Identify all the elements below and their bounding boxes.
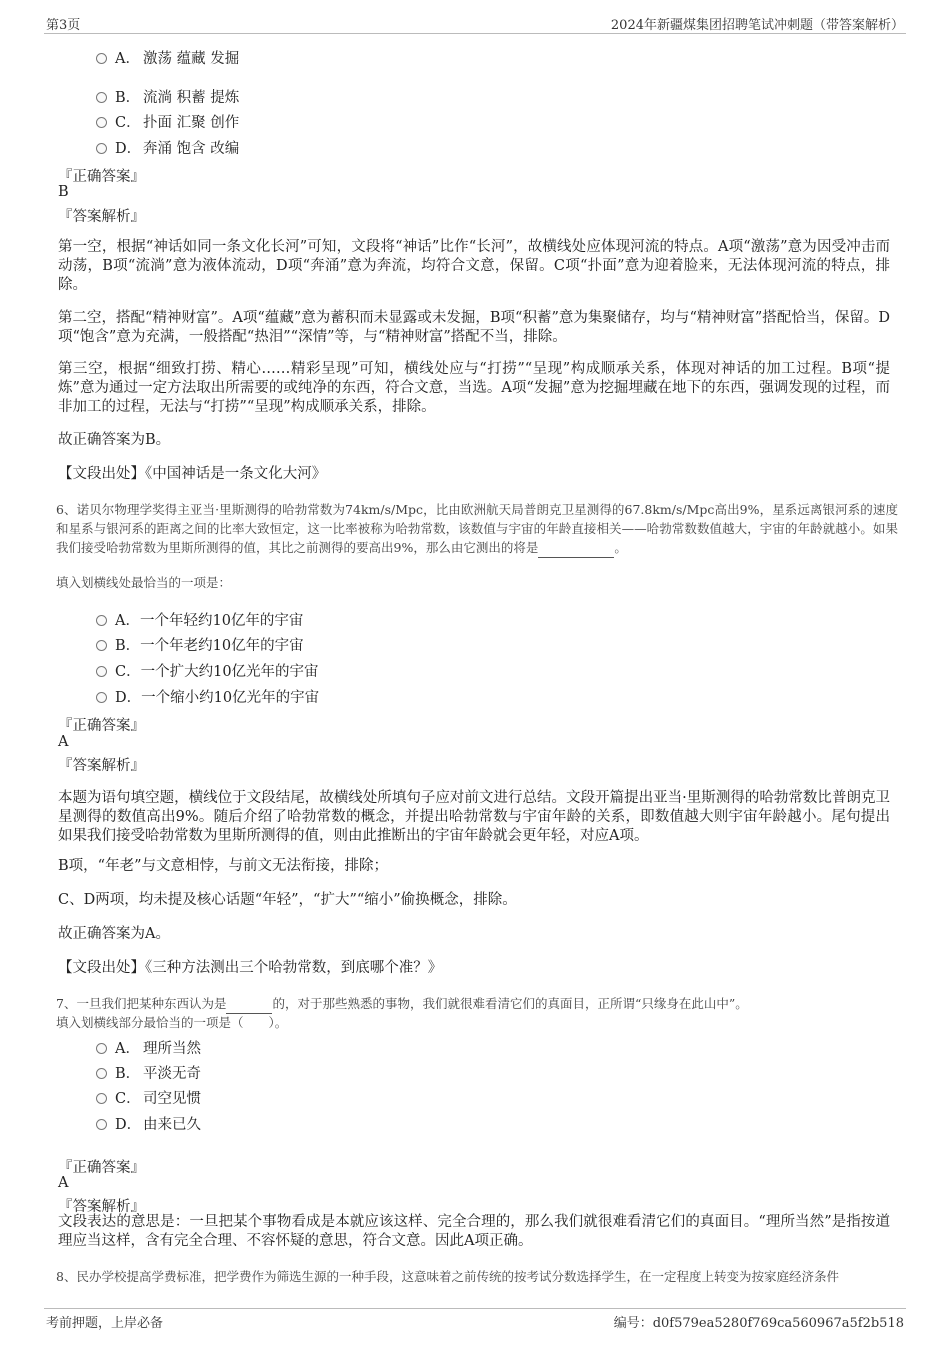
q5-option-d[interactable]: D． 奔涌 饱含 改编 <box>96 137 239 158</box>
radio-icon <box>96 117 107 128</box>
page-number: 第3页 <box>46 18 81 33</box>
q6-analysis-label: 『答案解析』 <box>58 758 145 774</box>
q6-conclusion: 故正确答案为A。 <box>58 926 170 942</box>
q6-analysis-paragraph: B项，“年老”与文意相悖，与前文无法衔接，排除； <box>58 858 388 874</box>
radio-icon <box>96 1068 107 1079</box>
q7-answer: A <box>58 1175 69 1191</box>
radio-icon <box>96 53 107 64</box>
q7-stem: 7、一旦我们把某种东西认为是 的，对于那些熟悉的事物，我们就很难看清它们的真面目，正所谓“只缘身在此山中”。 <box>56 994 898 1014</box>
q5-analysis-paragraph: 第二空，搭配“精神财富”。A项“蕴藏”意为蓄积而未显露或未发掘，B项“积蓄”意为集聚储存，均与“精神财富”搭配恰当，保留。D项“饱含”意为充满，一般搭配“热泪”“深情”等，与“精神财富”搭配不当，排除。 <box>58 310 890 345</box>
q7-option-c[interactable]: C． 司空见惯 <box>96 1087 201 1108</box>
q6-answer: A <box>58 734 69 750</box>
radio-icon <box>96 666 107 677</box>
q5-analysis-paragraph: 第一空，根据“神话如同一条文化长河”可知，文段将“神话”比作“长河”，故横线处应体现河流的特点。A项“激荡”意为因受冲击而动荡，B项“流淌”意为液体流动，D项“奔涌”意为奔流，均符合文意，保留。C项“扑面”意为迎着脸来，无法体现河流的特点，排除。 <box>58 239 890 293</box>
q6-prompt: 填入划横线处最恰当的一项是： <box>56 575 232 590</box>
q6-stem: 6、诺贝尔物理学奖得主亚当·里斯测得的哈勃常数为74km/s/Mpc，比由欧洲航天局普朗克卫星测得的67.8km/s/Mpc高出9%，星系远离银河系的速度和星系与银河系的距离之间的比率大致恒定，这一比率被称为哈勃常数，该数值与宇宙的年龄直接相关——哈勃常数数值越大，宇宙的年龄就越小。如果我们接受哈勃常数为里斯所测得的值，其比之前测得的要高出9%，那么由它测出的将是 。 <box>56 500 898 558</box>
document-id: 编号：d0f579ea5280f769ca560967a5f2b518 <box>613 1316 904 1331</box>
q6-option-c[interactable]: C．一个扩大约10亿光年的宇宙 <box>96 660 319 681</box>
q7-prompt: 填入划横线部分最恰当的一项是（ ）。 <box>56 1015 288 1030</box>
q7-option-a[interactable]: A． 理所当然 <box>96 1037 201 1058</box>
q6-option-b[interactable]: B．一个年老约10亿年的宇宙 <box>96 634 304 655</box>
q5-option-c[interactable]: C． 扑面 汇聚 创作 <box>96 111 239 132</box>
q7-option-b[interactable]: B． 平淡无奇 <box>96 1062 201 1083</box>
q6-option-d[interactable]: D．一个缩小约10亿光年的宇宙 <box>96 686 319 707</box>
document-title: 2024年新疆煤集团招聘笔试冲刺题（带答案解析） <box>610 18 904 33</box>
q5-analysis-label: 『答案解析』 <box>58 209 145 225</box>
q5-answer: B <box>58 184 69 200</box>
radio-icon <box>96 692 107 703</box>
q8-stem: 8、民办学校提高学费标准，把学费作为筛选生源的一种手段，这意味着之前传统的按考试分数选择学生，在一定程度上转变为按家庭经济条件 <box>56 1269 839 1284</box>
q6-option-a[interactable]: A．一个年轻约10亿年的宇宙 <box>96 609 303 630</box>
q7-analysis-paragraph: 文段表达的意思是：一旦把某个事物看成是本就应该这样、完全合理的，那么我们就很难看清它们的真面目。“理所当然”是指按道理应当这样，含有完全合理、不容怀疑的意思，符合文意。因此A项正确。 <box>58 1214 890 1249</box>
q6-source: 【文段出处】《三种方法测出三个哈勃常数，到底哪个准？》 <box>58 960 443 976</box>
radio-icon <box>96 640 107 651</box>
footer-divider <box>44 1308 906 1309</box>
q5-analysis-paragraph: 第三空，根据“细致打捞、精心……精彩呈现”可知，横线处应与“打捞”“呈现”构成顺承关系，体现对神话的加工过程。B项“提炼”意为通过一定方法取出所需要的或纯净的东西，符合文意，当选。A项“发掘”意为挖掘埋藏在地下的东西，强调发现的过程，而非加工的过程，无法与“打捞”“呈现”构成顺承关系，排除。 <box>58 361 890 415</box>
radio-icon <box>96 615 107 626</box>
q7-answer-label: 『正确答案』 <box>58 1160 145 1176</box>
footer-slogan: 考前押题，上岸必备 <box>46 1316 164 1331</box>
q6-analysis-paragraph: 本题为语句填空题，横线位于文段结尾，故横线处所填句子应对前文进行总结。文段开篇提出亚当·里斯测得的哈勃常数比普朗克卫星测得的数值高出9%。随后介绍了哈勃常数的概念，并提出哈勃常数与宇宙年龄的关系，即数值越大则宇宙年龄越小。尾句提出如果我们接受哈勃常数为里斯所测得的值，则由此推断出的宇宙年龄就会更年轻，对应A项。 <box>58 790 890 844</box>
q5-option-b[interactable]: B． 流淌 积蓄 提炼 <box>96 86 239 107</box>
radio-icon <box>96 143 107 154</box>
radio-icon <box>96 92 107 103</box>
q6-analysis-paragraph: C、D两项，均未提及核心话题“年轻”，“扩大”“缩小”偷换概念，排除。 <box>58 892 517 908</box>
q6-blank <box>538 538 614 558</box>
q5-conclusion: 故正确答案为B。 <box>58 432 171 448</box>
header-divider <box>44 33 906 34</box>
q7-analysis-label: 『答案解析』 <box>58 1199 145 1215</box>
radio-icon <box>96 1093 107 1104</box>
q5-answer-label: 『正确答案』 <box>58 169 145 185</box>
radio-icon <box>96 1043 107 1054</box>
q7-option-d[interactable]: D． 由来已久 <box>96 1113 201 1134</box>
q5-option-a[interactable]: A． 激荡 蕴藏 发掘 <box>96 47 239 68</box>
q7-blank <box>226 994 272 1014</box>
radio-icon <box>96 1119 107 1130</box>
q6-answer-label: 『正确答案』 <box>58 718 145 734</box>
q5-source: 【文段出处】《中国神话是一条文化大河》 <box>58 466 327 482</box>
